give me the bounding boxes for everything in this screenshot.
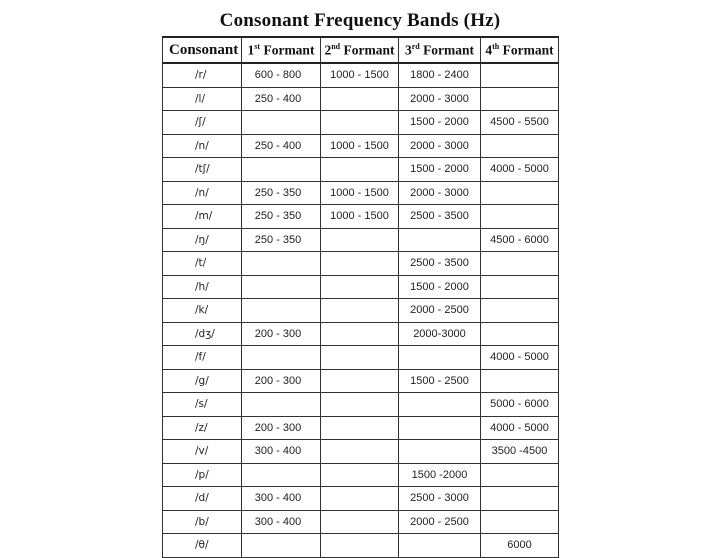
formant-1-cell <box>242 346 321 370</box>
formant-2-cell: 1000 - 1500 <box>321 205 399 229</box>
formant-4-cell <box>481 299 559 323</box>
formant-2-cell <box>321 393 399 417</box>
formant-4-cell <box>481 510 559 534</box>
formant-3-cell <box>399 346 481 370</box>
consonant-cell: /t/ <box>163 252 242 276</box>
column-header-f2 <box>321 37 399 63</box>
table-row <box>163 346 559 370</box>
formant-4-cell <box>481 275 559 299</box>
formant-3-cell: 1500 - 2000 <box>399 158 481 182</box>
consonant-cell: /p/ <box>163 463 242 487</box>
formant-3-cell <box>399 534 481 558</box>
formant-3-cell <box>399 228 481 252</box>
formant-4-cell <box>481 134 559 158</box>
consonant-cell: /f/ <box>163 346 242 370</box>
formant-4-cell: 4500 - 5500 <box>481 111 559 135</box>
page-title: Consonant Frequency Bands (Hz) <box>219 10 501 31</box>
consonant-frequency-table <box>162 36 559 558</box>
formant-3-cell: 2500 - 3500 <box>399 205 481 229</box>
consonant-cell: /θ/ <box>163 534 242 558</box>
consonant-cell: /l/ <box>163 87 242 111</box>
consonant-cell: /k/ <box>163 299 242 323</box>
formant-3-cell: 1500 - 2500 <box>399 369 481 393</box>
formant-4-cell <box>481 487 559 511</box>
formant-3-cell: 2500 - 3000 <box>399 487 481 511</box>
formant-1-cell: 200 - 300 <box>242 416 321 440</box>
consonant-cell: /tʃ/ <box>163 158 242 182</box>
table-row <box>163 158 559 182</box>
table-row <box>163 440 559 464</box>
formant-1-cell: 200 - 300 <box>242 369 321 393</box>
column-header-f3 <box>399 37 481 63</box>
formant-4-cell: 5000 - 6000 <box>481 393 559 417</box>
formant-4-cell <box>481 463 559 487</box>
formant-1-cell: 250 - 350 <box>242 228 321 252</box>
table-header-row <box>163 37 559 63</box>
formant-3-cell: 2000 - 3000 <box>399 87 481 111</box>
consonant-cell: /n/ <box>163 181 242 205</box>
consonant-cell: /h/ <box>163 275 242 299</box>
table-row <box>163 134 559 158</box>
formant-4-cell <box>481 63 559 87</box>
table-row <box>163 393 559 417</box>
header-f2-word: Formant <box>340 42 395 58</box>
formant-4-cell: 4500 - 6000 <box>481 228 559 252</box>
table-row <box>163 252 559 276</box>
formant-2-cell <box>321 463 399 487</box>
formant-1-cell <box>242 393 321 417</box>
formant-4-cell <box>481 322 559 346</box>
formant-1-cell <box>242 275 321 299</box>
consonant-cell: /d/ <box>163 487 242 511</box>
formant-1-cell <box>242 534 321 558</box>
formant-4-cell <box>481 181 559 205</box>
formant-4-cell: 4000 - 5000 <box>481 158 559 182</box>
header-f4-num: 4 <box>485 42 493 58</box>
formant-4-cell: 6000 <box>481 534 559 558</box>
table-row <box>163 111 559 135</box>
consonant-cell: /n/ <box>163 134 242 158</box>
consonant-cell: /v/ <box>163 440 242 464</box>
formant-2-cell <box>321 87 399 111</box>
consonant-cell: /ʃ/ <box>163 111 242 135</box>
formant-2-cell: 1000 - 1500 <box>321 63 399 87</box>
formant-2-cell: 1000 - 1500 <box>321 134 399 158</box>
formant-1-cell: 300 - 400 <box>242 440 321 464</box>
table-row <box>163 369 559 393</box>
header-f4-sup: th <box>492 41 500 51</box>
table-row <box>163 299 559 323</box>
formant-1-cell: 250 - 350 <box>242 205 321 229</box>
formant-1-cell: 300 - 400 <box>242 510 321 534</box>
formant-3-cell: 1500 - 2000 <box>399 275 481 299</box>
table-row <box>163 487 559 511</box>
table-row <box>163 510 559 534</box>
formant-2-cell <box>321 510 399 534</box>
formant-2-cell <box>321 416 399 440</box>
consonant-cell: /dʒ/ <box>163 322 242 346</box>
formant-1-cell: 200 - 300 <box>242 322 321 346</box>
formant-4-cell <box>481 252 559 276</box>
formant-2-cell <box>321 275 399 299</box>
formant-2-cell <box>321 322 399 346</box>
formant-3-cell <box>399 393 481 417</box>
formant-1-cell <box>242 299 321 323</box>
formant-3-cell: 2000 - 2500 <box>399 299 481 323</box>
table-row <box>163 63 559 87</box>
formant-4-cell <box>481 369 559 393</box>
consonant-cell: /z/ <box>163 416 242 440</box>
formant-3-cell: 2000 - 3000 <box>399 134 481 158</box>
formant-2-cell <box>321 252 399 276</box>
formant-3-cell: 2000 - 2500 <box>399 510 481 534</box>
column-header-f4 <box>481 37 559 63</box>
formant-4-cell: 3500 -4500 <box>481 440 559 464</box>
column-header-consonant: Consonant <box>163 37 242 63</box>
table-row <box>163 416 559 440</box>
formant-1-cell <box>242 463 321 487</box>
formant-2-cell <box>321 440 399 464</box>
table-row <box>163 275 559 299</box>
formant-1-cell: 250 - 400 <box>242 87 321 111</box>
formant-2-cell <box>321 487 399 511</box>
formant-2-cell <box>321 228 399 252</box>
formant-3-cell: 2000 - 3000 <box>399 181 481 205</box>
header-f2-sup: nd <box>331 41 341 51</box>
formant-3-cell: 2000-3000 <box>399 322 481 346</box>
formant-4-cell <box>481 205 559 229</box>
header-f2-num: 2 <box>324 42 332 58</box>
table-row <box>163 181 559 205</box>
formant-3-cell <box>399 416 481 440</box>
table-row <box>163 534 559 558</box>
formant-1-cell: 250 - 350 <box>242 181 321 205</box>
formant-4-cell: 4000 - 5000 <box>481 416 559 440</box>
consonant-cell: /r/ <box>163 63 242 87</box>
header-f1-sup: st <box>254 41 261 51</box>
formant-1-cell: 250 - 400 <box>242 134 321 158</box>
formant-3-cell: 1500 -2000 <box>399 463 481 487</box>
table-row <box>163 228 559 252</box>
header-f3-num: 3 <box>404 42 412 58</box>
formant-1-cell <box>242 252 321 276</box>
table-row <box>163 463 559 487</box>
formant-1-cell: 300 - 400 <box>242 487 321 511</box>
formant-4-cell <box>481 87 559 111</box>
formant-2-cell <box>321 299 399 323</box>
formant-2-cell: 1000 - 1500 <box>321 181 399 205</box>
formant-2-cell <box>321 346 399 370</box>
table-row <box>163 322 559 346</box>
consonant-cell: /b/ <box>163 510 242 534</box>
column-header-f1 <box>242 37 321 63</box>
formant-3-cell <box>399 440 481 464</box>
table-row <box>163 87 559 111</box>
formant-1-cell <box>242 158 321 182</box>
formant-2-cell <box>321 369 399 393</box>
table-body <box>163 63 559 557</box>
header-f3-word: Formant <box>419 42 475 58</box>
formant-4-cell: 4000 - 5000 <box>481 346 559 370</box>
formant-1-cell <box>242 111 321 135</box>
formant-3-cell: 1800 - 2400 <box>399 63 481 87</box>
formant-2-cell <box>321 534 399 558</box>
formant-3-cell: 1500 - 2000 <box>399 111 481 135</box>
consonant-cell: /ŋ/ <box>163 228 242 252</box>
header-f3-sup: rd <box>411 41 420 51</box>
table-row <box>163 205 559 229</box>
formant-3-cell: 2500 - 3500 <box>399 252 481 276</box>
consonant-cell: /g/ <box>163 369 242 393</box>
consonant-cell: /s/ <box>163 393 242 417</box>
consonant-cell: /m/ <box>163 205 242 229</box>
formant-2-cell <box>321 111 399 135</box>
header-f4-word: Formant <box>499 42 554 58</box>
header-f1-num: 1 <box>247 42 255 58</box>
formant-2-cell <box>321 158 399 182</box>
formant-1-cell: 600 - 800 <box>242 63 321 87</box>
header-f1-word: Formant <box>260 42 315 58</box>
